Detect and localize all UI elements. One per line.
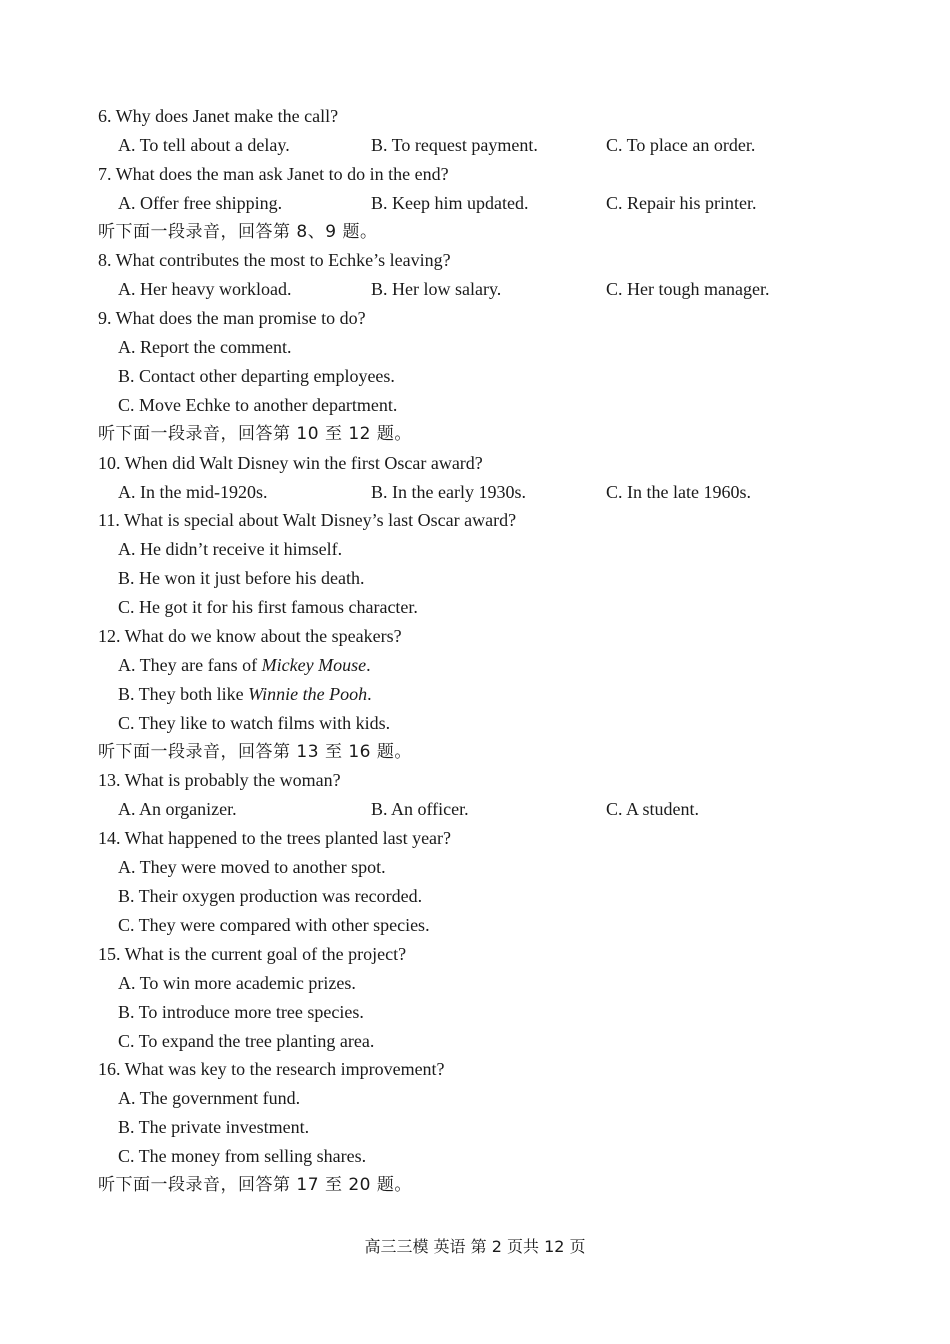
film-title: Winnie the Pooh [248,683,368,704]
option-c: C. Repair his printer. [606,192,757,213]
option-a: A. They were moved to another spot. [118,857,386,878]
option-text: A. They are fans of [118,654,262,675]
option-a: A. Report the comment. [118,337,292,358]
section-instruction: 听下面一段录音，回答第 8、9 题。 [98,221,378,242]
question-stem: 10. When did Walt Disney win the first Oscar award? [98,452,483,473]
option-c: C. They like to watch films with kids. [118,712,391,733]
option-c: C. To expand the tree planting area. [118,1030,375,1051]
option-b [98,680,898,709]
option-a: A. To tell about a delay. [118,134,290,155]
question-stem: 6. Why does Janet make the call? [98,106,339,126]
option-b: B. In the early 1930s. [371,481,526,502]
options-row [98,795,898,824]
question-stem: 9. What does the man promise to do? [98,308,366,329]
option-text: . [366,654,371,675]
option-text: B. They both like [118,683,249,704]
option-c: C. In the late 1960s. [606,481,751,502]
option-a: A. He didn’t receive it himself. [118,539,343,560]
options-row [98,131,898,160]
question-stem: 12. What do we know about the speakers? [98,626,402,647]
section-instruction: 听下面一段录音，回答第 10 至 12 题。 [98,423,412,444]
question-stem: 16. What was key to the research improvement? [98,1059,445,1080]
options-row [98,478,898,507]
film-title: Mickey Mouse [261,654,367,675]
question-stem: 13. What is probably the woman? [98,770,341,791]
option-b: B. Their oxygen production was recorded. [118,886,423,907]
question-stem: 11. What is special about Walt Disney’s last Oscar award? [98,510,517,531]
question-stem: 7. What does the man ask Janet to do in the end? [98,163,449,184]
option-a [98,651,898,680]
option-b: B. To introduce more tree species. [118,1001,364,1022]
question-stem: 8. What contributes the most to Echke’s leaving? [98,250,451,271]
option-c: C. To place an order. [606,134,756,155]
options-row [98,189,898,218]
option-b: B. Her low salary. [371,279,502,300]
section-instruction: 听下面一段录音，回答第 13 至 16 题。 [98,741,412,762]
question-list [98,102,898,1200]
option-a: A. Offer free shipping. [118,192,283,213]
option-c: C. Her tough manager. [606,279,770,300]
option-b: B. Contact other departing employees. [118,366,395,387]
option-c: C. A student. [606,799,700,820]
question-stem: 14. What happened to the trees planted last year? [98,828,452,849]
option-b: B. To request payment. [371,134,538,155]
option-b: B. Keep him updated. [371,192,529,213]
option-c: C. He got it for his first famous character. [118,597,418,618]
option-b: B. An officer. [371,799,469,820]
option-c: C. They were compared with other species. [118,914,430,935]
option-a: A. In the mid-1920s. [118,481,268,502]
option-a: A. Her heavy workload. [118,279,292,300]
option-a: A. The government fund. [118,1088,301,1109]
option-a: A. To win more academic prizes. [118,972,356,993]
section-instruction: 听下面一段录音，回答第 17 至 20 题。 [98,1174,412,1195]
page-footer: 高三三模 英语 第 2 页共 12 页 [364,1237,586,1256]
option-c: C. Move Echke to another department. [118,394,398,415]
option-b: B. The private investment. [118,1117,310,1138]
option-a: A. An organizer. [118,799,237,820]
question-stem: 15. What is the current goal of the project? [98,943,407,964]
option-b: B. He won it just before his death. [118,568,365,589]
options-row [98,275,898,304]
option-c: C. The money from selling shares. [118,1146,367,1167]
option-text: . [367,683,372,704]
